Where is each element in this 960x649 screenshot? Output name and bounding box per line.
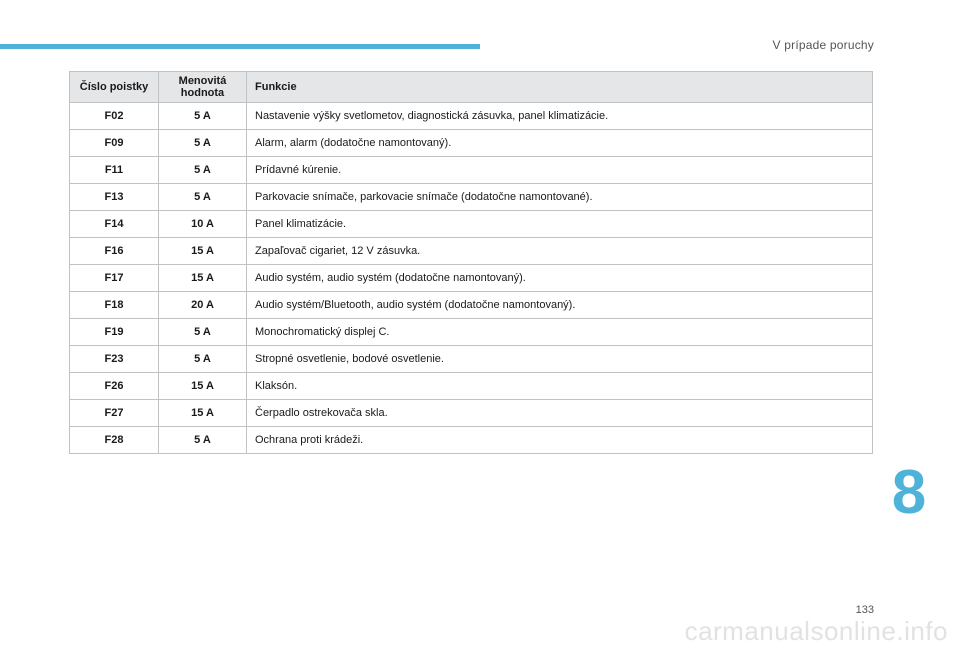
function-cell: Monochromatický displej C. (247, 319, 873, 346)
fuse-number-cell: F27 (70, 400, 159, 427)
rating-cell: 15 A (159, 400, 247, 427)
table-row (70, 373, 873, 400)
function-cell: Audio systém, audio systém (dodatočne namontovaný). (247, 265, 873, 292)
fuse-number-cell: F18 (70, 292, 159, 319)
rating-cell: 15 A (159, 238, 247, 265)
page-number: 133 (855, 604, 874, 616)
fuse-number-cell: F09 (70, 130, 159, 157)
table-row (70, 346, 873, 373)
fuse-table-header (70, 72, 873, 103)
table-row (70, 130, 873, 157)
chapter-number: 8 (891, 458, 927, 527)
watermark: carmanualsonline.info (684, 616, 948, 646)
rating-cell: 15 A (159, 265, 247, 292)
rating-cell: 5 A (159, 346, 247, 373)
function-cell: Čerpadlo ostrekovača skla. (247, 400, 873, 427)
table-row (70, 157, 873, 184)
fuse-number-cell: F16 (70, 238, 159, 265)
header-fuse-number: Číslo poistky (70, 72, 159, 103)
fuse-number-cell: F23 (70, 346, 159, 373)
rating-cell: 5 A (159, 130, 247, 157)
header-functions: Funkcie (247, 72, 873, 103)
fuse-number-cell: F02 (70, 103, 159, 130)
fuse-number-cell: F13 (70, 184, 159, 211)
function-cell: Audio systém/Bluetooth, audio systém (dodatočne namontovaný). (247, 292, 873, 319)
table-row (70, 292, 873, 319)
table-row (70, 184, 873, 211)
header-rating: Menovitá hodnota (159, 72, 247, 103)
table-row (70, 103, 873, 130)
function-cell: Klaksón. (247, 373, 873, 400)
rating-cell: 10 A (159, 211, 247, 238)
table-row (70, 265, 873, 292)
fuse-number-cell: F19 (70, 319, 159, 346)
fuse-table (69, 71, 873, 454)
header-accent-bar (0, 44, 480, 49)
fuse-table-body (70, 103, 873, 454)
table-row (70, 427, 873, 454)
function-cell: Nastavenie výšky svetlometov, diagnostická zásuvka, panel klimatizácie. (247, 103, 873, 130)
rating-cell: 20 A (159, 292, 247, 319)
function-cell: Stropné osvetlenie, bodové osvetlenie. (247, 346, 873, 373)
rating-cell: 15 A (159, 373, 247, 400)
function-cell: Prídavné kúrenie. (247, 157, 873, 184)
table-row (70, 211, 873, 238)
header-row (70, 72, 873, 103)
fuse-number-cell: F28 (70, 427, 159, 454)
rating-cell: 5 A (159, 427, 247, 454)
function-cell: Zapaľovač cigariet, 12 V zásuvka. (247, 238, 873, 265)
rating-cell: 5 A (159, 184, 247, 211)
table-row (70, 400, 873, 427)
rating-cell: 5 A (159, 157, 247, 184)
function-cell: Panel klimatizácie. (247, 211, 873, 238)
rating-cell: 5 A (159, 103, 247, 130)
section-title: V prípade poruchy (772, 38, 874, 52)
fuse-number-cell: F14 (70, 211, 159, 238)
function-cell: Alarm, alarm (dodatočne namontovaný). (247, 130, 873, 157)
fuse-number-cell: F11 (70, 157, 159, 184)
function-cell: Ochrana proti krádeži. (247, 427, 873, 454)
fuse-number-cell: F26 (70, 373, 159, 400)
function-cell: Parkovacie snímače, parkovacie snímače (dodatočne namontované). (247, 184, 873, 211)
rating-cell: 5 A (159, 319, 247, 346)
table-row (70, 238, 873, 265)
table-row (70, 319, 873, 346)
fuse-number-cell: F17 (70, 265, 159, 292)
